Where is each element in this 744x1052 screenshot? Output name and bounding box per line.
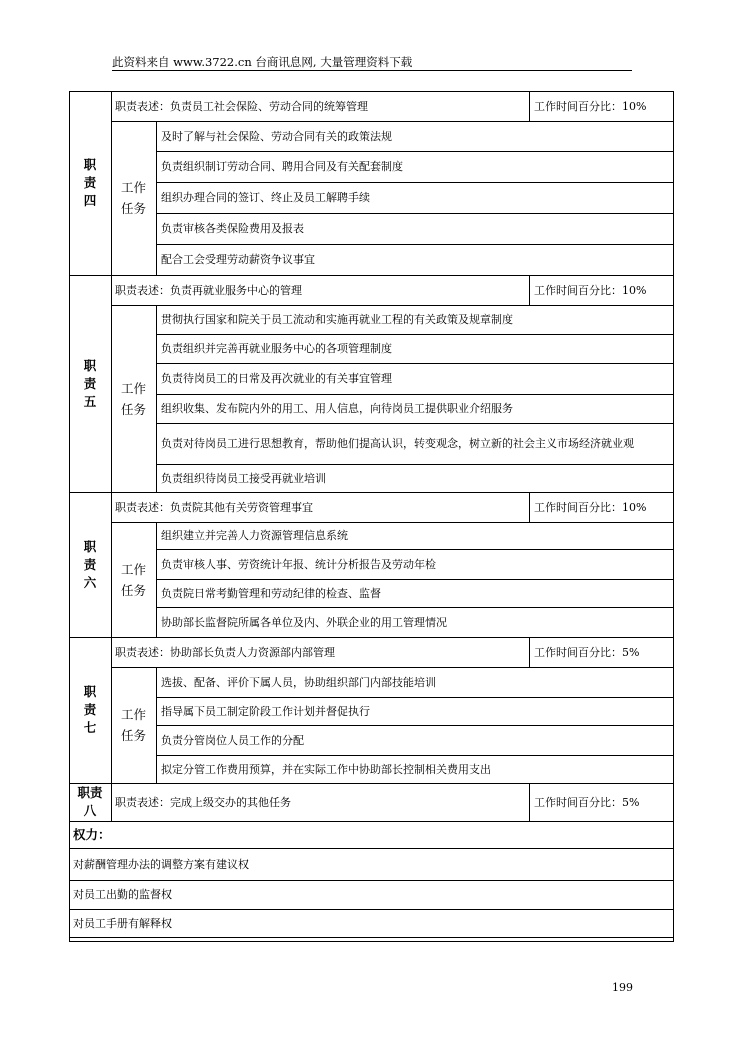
- task-item: 及时了解与社会保险、劳动合同有关的政策法规: [161, 129, 392, 143]
- duty-description: 职责表述：完成上级交办的其他任务: [115, 795, 291, 809]
- task-item: 负责待岗员工的日常及再次就业的有关事宜管理: [161, 372, 392, 385]
- task-item: 组织建立并完善人力资源管理信息系统: [161, 529, 348, 542]
- task-category-label: 工作 任务: [120, 380, 146, 417]
- row-divider: [69, 783, 674, 784]
- task-item: 负责审核人事、劳资统计年报、统计分析报告及劳动年检: [161, 557, 436, 571]
- column-divider: [529, 783, 530, 821]
- row-divider: [156, 423, 674, 424]
- task-item: 负责组织待岗员工接受再就业培训: [161, 471, 326, 485]
- duty-description: 职责表述：协助部长负责人力资源部内部管理: [115, 645, 335, 659]
- column-divider: [529, 492, 530, 522]
- row-divider: [156, 579, 674, 580]
- row-divider: [69, 637, 674, 638]
- time-percent: 工作时间百分比：10%: [534, 283, 647, 297]
- row-divider: [156, 725, 674, 726]
- time-percent: 工作时间百分比：10%: [534, 500, 647, 514]
- row-divider: [156, 464, 674, 465]
- page-number: 199: [612, 981, 633, 994]
- time-percent: 工作时间百分比：10%: [534, 99, 647, 113]
- task-item: 配合工会受理劳动薪资争议事宜: [161, 253, 315, 266]
- row-divider: [156, 549, 674, 550]
- duty-label: 职 责 五: [83, 357, 97, 409]
- task-item: 负责审核各类保险费用及报表: [161, 222, 304, 235]
- task-item: 负责组织制订劳动合同、聘用合同及有关配套制度: [161, 160, 403, 173]
- task-category-label: 工作 任务: [120, 180, 146, 216]
- task-category-label: 工作 任务: [120, 561, 146, 598]
- task-item: 贯彻执行国家和院关于员工流动和实施再就业工程的有关政策及规章制度: [161, 313, 513, 326]
- task-category-label: 工作 任务: [120, 707, 146, 743]
- row-divider: [156, 394, 674, 395]
- task-item: 选拔、配备、评价下属人员，协助组织部门内部技能培训: [161, 675, 436, 689]
- duty-description: 职责表述：负责院其他有关劳资管理事宜: [115, 500, 313, 514]
- power-item: 对员工手册有解释权: [73, 916, 172, 930]
- duty-label: 职 责 六: [83, 538, 97, 590]
- header-rule: [112, 70, 632, 71]
- row-divider: [156, 182, 674, 183]
- page-header: 此资料来自 www.3722.cn 台商讯息网, 大量管理资料下载: [112, 55, 413, 69]
- row-divider: [156, 363, 674, 364]
- task-item: 组织收集、发布院内外的用工、用人信息，向待岗员工提供职业介绍服务: [161, 402, 513, 415]
- row-divider: [156, 244, 674, 245]
- duty-description: 职责表述：负责员工社会保险、劳动合同的统筹管理: [115, 99, 368, 113]
- column-divider: [529, 275, 530, 305]
- time-percent: 工作时间百分比：5%: [534, 795, 640, 809]
- task-item: 指导属下员工制定阶段工作计划并督促执行: [161, 704, 370, 718]
- row-divider: [69, 937, 674, 938]
- row-divider: [156, 151, 674, 152]
- time-percent: 工作时间百分比：5%: [534, 645, 640, 659]
- task-item: 负责对待岗员工进行思想教育，帮助他们提高认识，转变观念，树立新的社会主义市场经济就业观: [161, 437, 634, 450]
- task-item: 负责分管岗位人员工作的分配: [161, 733, 304, 747]
- row-divider: [156, 755, 674, 756]
- row-divider: [156, 607, 674, 608]
- task-item: 组织办理合同的签订、终止及员工解聘手续: [161, 191, 370, 204]
- row-divider: [156, 213, 674, 214]
- powers-heading: 权力：: [73, 827, 111, 842]
- row-divider: [156, 334, 674, 335]
- row-divider: [69, 492, 674, 493]
- power-item: 对薪酬管理办法的调整方案有建议权: [73, 857, 249, 871]
- task-item: 负责院日常考勤管理和劳动纪律的检查、监督: [161, 586, 381, 600]
- task-item: 负责组织并完善再就业服务中心的各项管理制度: [161, 342, 392, 355]
- column-divider: [529, 91, 530, 121]
- power-item: 对员工出勤的监督权: [73, 888, 172, 901]
- duty-label: 职 责 七: [83, 684, 97, 735]
- task-item: 协助部长监督院所属各单位及内、外联企业的用工管理情况: [161, 615, 447, 629]
- row-divider: [156, 697, 674, 698]
- duty-label: 职责 八: [77, 785, 103, 818]
- duty-description: 职责表述：负责再就业服务中心的管理: [115, 283, 302, 297]
- row-divider: [69, 275, 674, 276]
- task-item: 拟定分管工作费用预算，并在实际工作中协助部长控制相关费用支出: [161, 762, 491, 776]
- duty-label: 职 责 四: [83, 157, 97, 208]
- column-divider: [529, 637, 530, 667]
- column-divider: [111, 783, 112, 821]
